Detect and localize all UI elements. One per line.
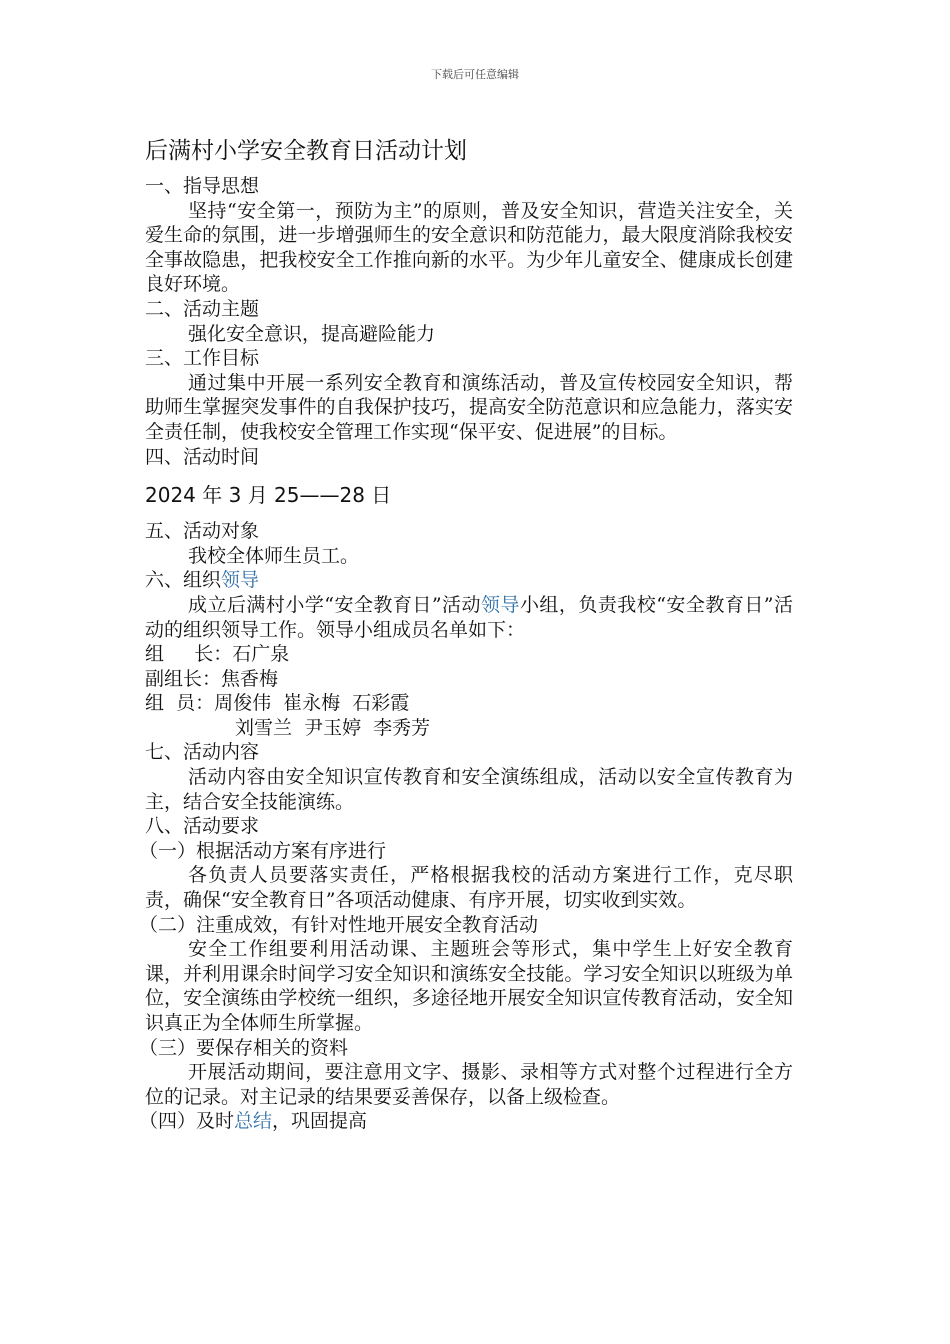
section-7-heading: 七、活动内容: [145, 741, 260, 764]
document-title: 后满村小学安全教育日活动计划: [145, 138, 467, 164]
requirement-3-heading: （三）要保存相关的资料: [139, 1036, 349, 1059]
section-2-heading: 二、活动主题: [145, 297, 260, 320]
section-6-body-pre: 成立后满村小学“安全教育日”活动: [188, 593, 481, 616]
section-5-body: 我校全体师生员工。: [188, 544, 360, 567]
group-members-2: 刘雪兰 尹玉婷 李秀芳: [235, 716, 431, 739]
requirement-4-pre: （四）及时: [139, 1110, 235, 1133]
requirement-4-post: ，巩固提高: [272, 1110, 368, 1133]
section-3-heading: 三、工作目标: [145, 347, 260, 370]
section-6-body: [145, 593, 793, 642]
section-1-heading: 一、指导思想: [145, 175, 260, 197]
section-4-heading: 四、活动时间: [145, 445, 260, 468]
requirement-1-heading: （一）根据活动方案有序进行: [139, 839, 387, 862]
document-body: [139, 132, 793, 1134]
summary-link[interactable]: 总结: [234, 1110, 273, 1133]
requirement-2-body: 安全工作组要利用活动课、主题班会等形式，集中学生上好安全教育课，并利用课余时间学习安全知识和演练安全技能。学习安全知识以班级为单位，安全演练由学校统一组织，多途径地开展安全知识宣传教育活动，安全知识真正为全体师生所掌握。: [145, 938, 793, 1034]
requirement-4-heading: [139, 1109, 793, 1134]
section-7-body: 活动内容由安全知识宣传教育和安全演练组成，活动以安全宣传教育为主，结合安全技能演练。: [145, 766, 793, 813]
section-8-heading: 八、活动要求: [145, 815, 260, 838]
section-2-body: 强化安全意识，提高避险能力: [188, 322, 436, 345]
section-6-body-post: 小组，负责我校“安全教育日”活动的组织领导工作。领导小组成员名单如下：: [145, 593, 793, 641]
requirement-3-body: 开展活动期间，要注意用文字、摄影、录相等方式对整个过程进行全方位的记录。对主记录的结果要妥善保存，以备上级检查。: [145, 1061, 793, 1108]
group-deputy: 副组长：焦香梅: [145, 667, 279, 690]
group-leader: 组 长：石广泉: [145, 643, 290, 666]
activity-date: 2024 年 3 月 25——28 日: [145, 483, 392, 508]
section-3-body: 通过集中开展一系列安全教育和演练活动，普及宣传校园安全知识，帮助师生掌握突发事件的自我保护技巧，提高安全防范意识和应急能力，落实安全责任制，使我校安全管理工作实现“保平安、促进展”的目标。: [145, 371, 793, 443]
requirement-1-body: 各负责人员要落实责任，严格根据我校的活动方案进行工作，克尽职责，确保“安全教育日”各项活动健康、有序开展，切实收到实效。: [145, 864, 793, 912]
requirement-2-heading: （二）注重成效，有针对性地开展安全教育活动: [139, 913, 539, 936]
section-5-heading: 五、活动对象: [145, 520, 260, 543]
section-6-heading-text: 六、组织: [145, 569, 222, 592]
section-1-body: 坚持“安全第一，预防为主”的原则，普及安全知识，营造关注安全，关爱生命的氛围，进一步增强师生的安全意识和防范能力，最大限度消除我校安全事故隐患，把我校安全工作推向新的水平。为少年儿童安全、健康成长创建良好环境。: [145, 199, 793, 296]
section-6-heading: [145, 568, 793, 593]
page-header: 下载后可任意编辑: [431, 68, 519, 81]
group-members-1: 组 员：周俊伟 崔永梅 石彩霞: [145, 692, 410, 715]
leadership-link[interactable]: 领导: [221, 569, 260, 592]
leadership-link-inline[interactable]: 领导: [480, 593, 520, 616]
